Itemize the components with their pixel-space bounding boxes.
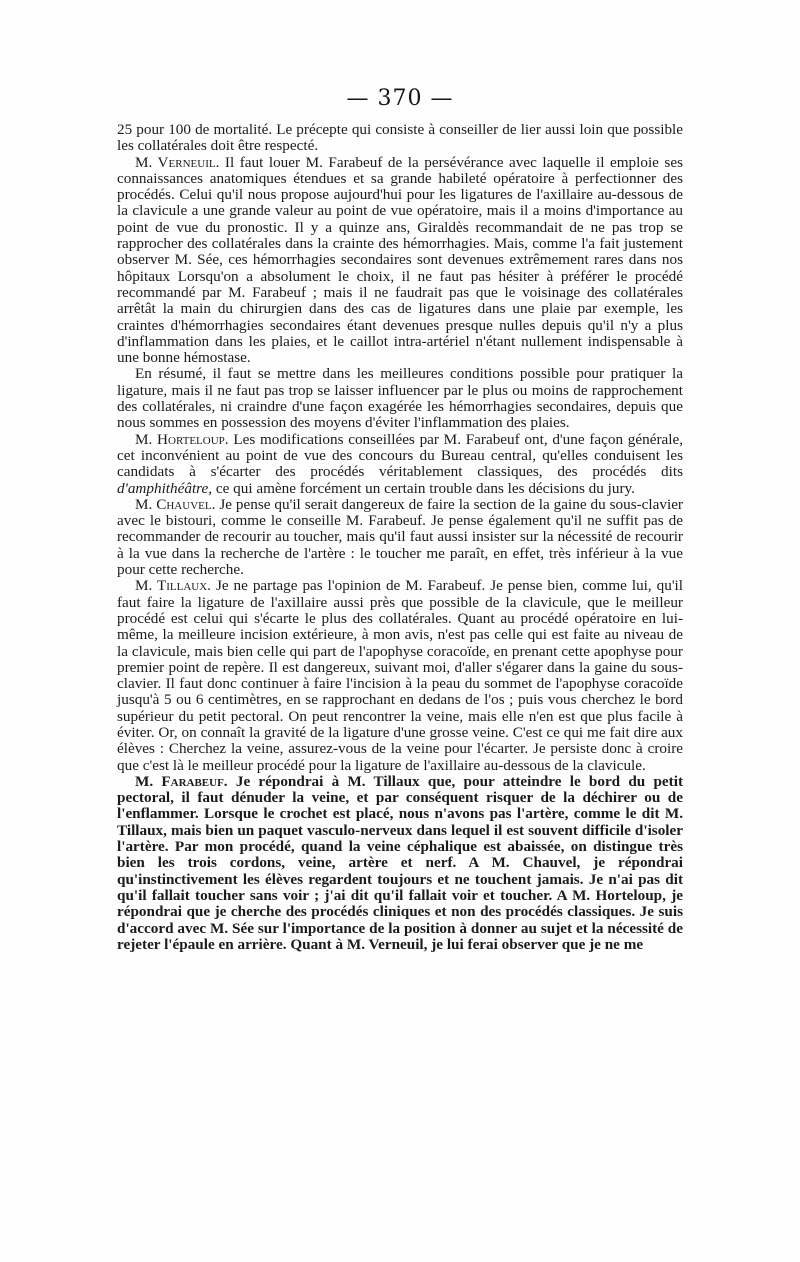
paragraph-chauvel-text: Je pense qu'il serait dangereux de faire la section de la gaine du sous-clavier avec le bistouri, comme le conseille M. Farabeuf. Je pense également qu'il ne suffit pas de recommander de recourir au toucher, mais qu'il faut aussi insister sur la nécessité de recourir à la vue dans la recherche de l'artère : le toucher me paraît, en effet, très inférieur à la vue pour cette recherche. — [117, 495, 683, 579]
page-number: — 370 — — [346, 86, 454, 111]
paragraph-1-text: 25 pour 100 de mortalité. Le précepte qui consiste à conseiller de lier aussi loin que possible les collatérales doit être respecté. — [117, 121, 683, 155]
paragraph-tillaux — [117, 578, 683, 774]
paragraph-resume — [117, 366, 683, 431]
speaker-verneuil: M. Verneuil. — [135, 153, 220, 171]
paragraph-resume-text: En résumé, il faut se mettre dans les meilleures conditions possible pour pratiquer la ligature, mais il ne faut pas trop se laisser influencer par le plus ou moins de rapprochement des collatérales, ni craindre d'une façon exagérée les hémorrhagies secondaires, depuis que nous sommes en possession des moyens d'éviter l'inflammation des plaies. — [117, 365, 683, 432]
speaker-horteloup: M. Horteloup. — [135, 430, 229, 448]
paragraph-1 — [117, 122, 683, 155]
paragraph-tillaux-text: Je ne partage pas l'opinion de M. Farabeuf. Je pense bien, comme lui, qu'il faut faire la ligature de l'axillaire aussi près que possible de la clavicule, que le meilleur procédé est celui qui s'écarte le plus des collatérales. Quant au procédé opératoire en lui-même, la meilleure incision extérieure, à mon avis, n'est pas celle qui est faite au niveau de la clavicule, mais bien celle qui part de l'apophyse coracoïde, en prenant cette apophyse pour premier point de repère. Il est dangereux, suivant moi, d'aller s'égarer dans la gaine du sous-clavier. Il faut donc continuer à faire l'incision à la peau du sommet de l'apophyse coracoïde jusqu'à 5 ou 6 centimètres, en se rapprochant en dedans de l'os ; puis vous cherchez le bord supérieur du petit pectoral. On peut rencontrer la veine, mais elle n'en est que plus facile à éviter. Or, on connaît la gravité de la ligature d'une grosse veine. C'est ce qui me fait dire aux élèves : Cherchez la veine, assurez-vous de la veine pour l'écarter. Je persiste donc à croire que c'est là le meilleur procédé pour la ligature de l'axillaire au-dessous de la clavicule. — [117, 577, 683, 774]
paragraph-farabeuf — [117, 774, 683, 953]
paragraph-horteloup-italic: d'amphithéâtre, — [117, 479, 213, 497]
paragraph-horteloup-text-before: Les modifications conseillées par M. Farabeuf ont, d'une façon générale, cet inconvénient au point de vue des concours du Bureau central, qu'elles conduisent les candidats à s'écarter des procédés véritablement classiques, des procédés dits — [117, 430, 684, 481]
paragraph-chauvel — [117, 497, 683, 578]
paragraph-horteloup — [117, 432, 683, 497]
paragraph-horteloup-text-after: ce qui amène forcément un certain trouble dans les décisions du jury. — [212, 479, 635, 497]
speaker-tillaux: M. Tillaux. — [135, 577, 211, 595]
speaker-farabeuf: M. Farabeuf. — [135, 772, 228, 790]
paragraph-verneuil-text: Il faut louer M. Farabeuf de la persévérance avec laquelle il emploie ses connaissances anatomiques étendues et sa grande habileté opératoire à perfectionner des procédés. Celui qu'il nous propose aujourd'hui pour les ligatures de l'axillaire au-dessous de la clavicule a une grande valeur au point de vue opératoire, mais il a moins d'importance au point de vue du pronostic. Il y a quinze ans, Giraldès recommandait de ne pas trop se rapprocher des collatérales dans la crainte des hémorrhagies. Mais, comme l'a fait justement observer M. Sée, ces hémorrhagies secondaires sont devenues extrêmement rares dans nos hôpitaux Lorsqu'on a absolument le choix, il ne faut pas hésiter à préférer le procédé recommandé par M. Farabeuf ; mais il ne faudrait pas que le voisinage des collatérales arrêtât la main du chirurgien dans des cas de ligatures dans une plaie par exemple, les craintes d'hémorrhagies secondaires étant devenues presque nulles depuis qu'il n'y a plus d'inflammation dans les plaies, et le caillot intra-artériel n'étant nullement indispensable à une bonne hémostase. — [117, 153, 683, 367]
paragraph-farabeuf-text: Je répondrai à M. Tillaux que, pour atteindre le bord du petit pectoral, il faut dénuder la veine, et par conséquent risquer de la déchirer ou de l'enflammer. Lorsque le crochet est placé, nous n'avons pas l'artère, comme le dit M. Tillaux, mais bien un paquet vasculo-nerveux dans lequel il est souvent difficile d'isoler l'artère. Par mon procédé, quand la veine céphalique est abaissée, on distingue très bien les trois cordons, veine, artère et nerf. A M. Chauvel, je répondrai qu'instinctivement les élèves regardent toujours et ne touchent jamais. Je n'ai pas dit qu'il fallait toucher sans voir ; j'ai dit qu'il fallait voir et toucher. A M. Horteloup, je répondrai que je cherche des procédés cliniques et non des procédés classiques. Je suis d'accord avec M. Sée sur l'importance de la position à donner au sujet et la nécessité de rejeter l'épaule en arrière. Quant à M. Verneuil, je lui ferai observer que je ne me — [117, 772, 684, 953]
paragraph-verneuil — [117, 155, 683, 367]
speaker-chauvel: M. Chauvel. — [135, 495, 216, 513]
body-text — [117, 122, 683, 953]
